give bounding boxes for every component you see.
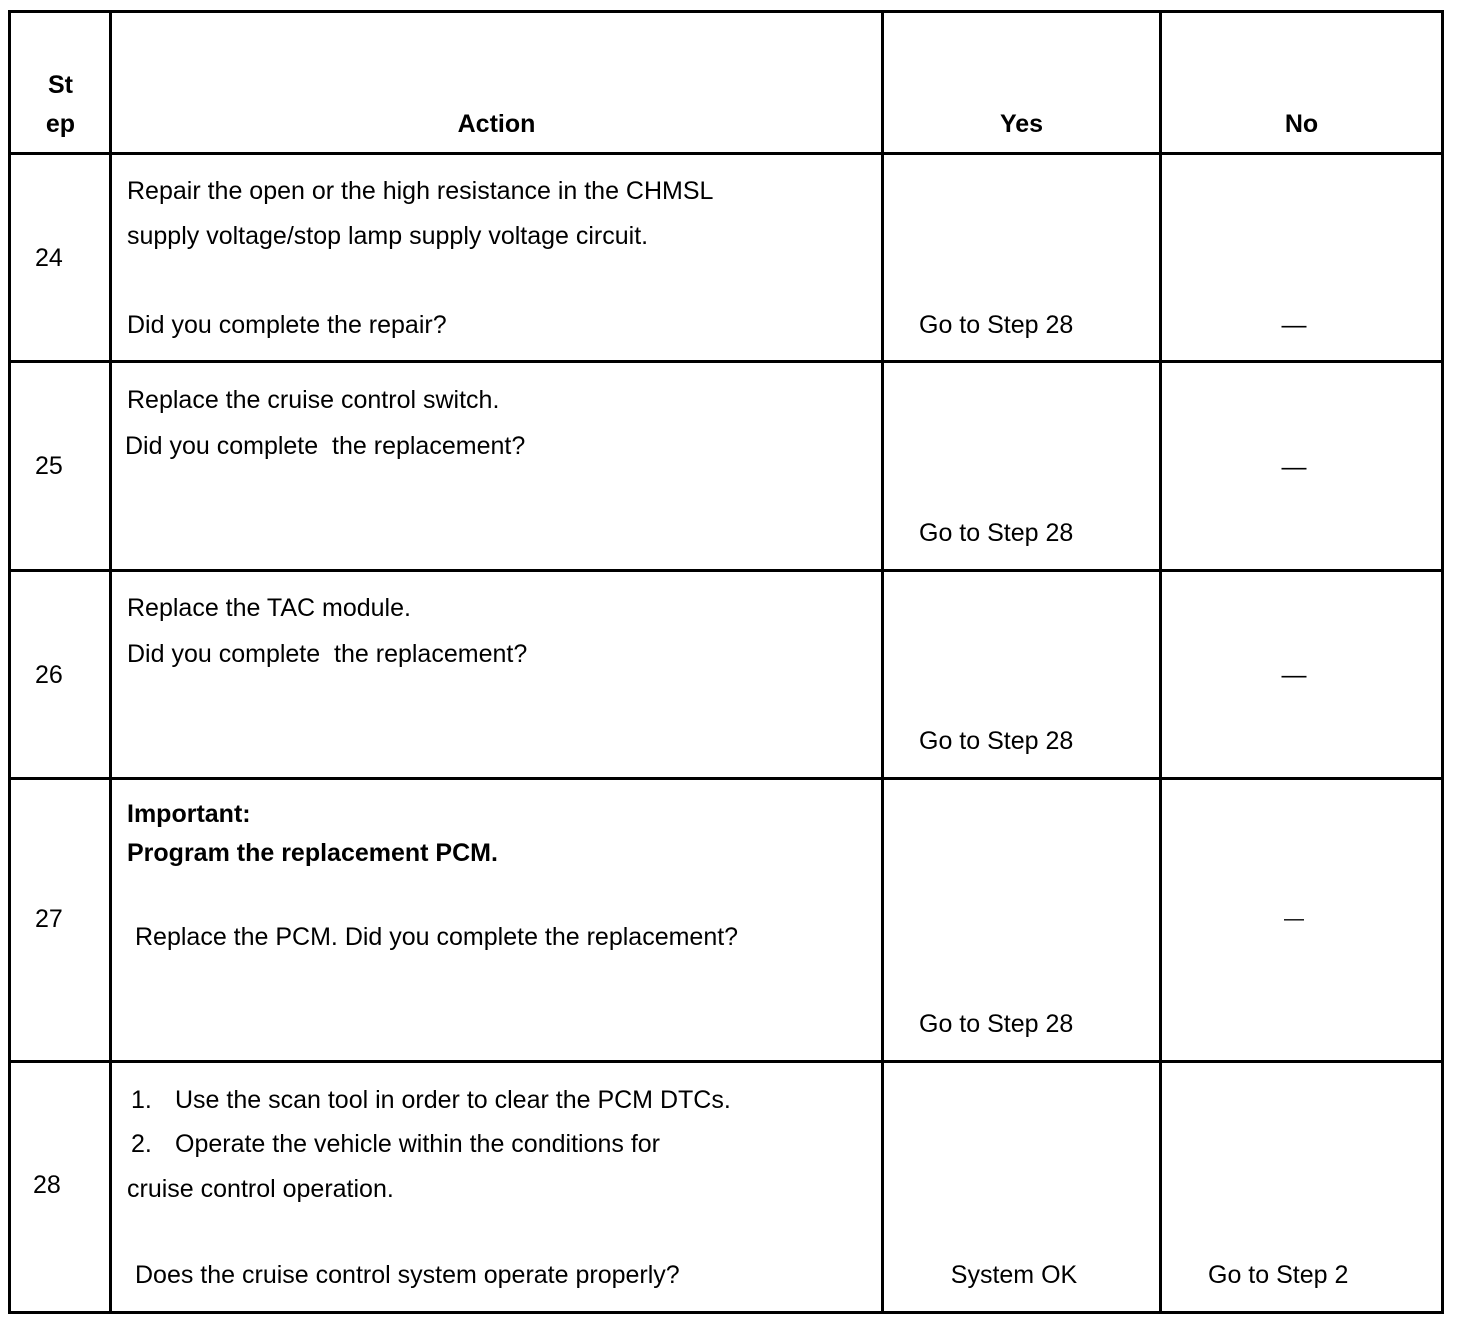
list-number: 2. [131, 1130, 152, 1158]
header-action: Action [457, 110, 536, 138]
yes-result: Go to Step 28 [919, 311, 1074, 339]
no-result: — [1281, 311, 1307, 339]
list-item-text: Use the scan tool in order to clear the PCM DTCs. [175, 1086, 731, 1114]
step-number: 25 [35, 452, 63, 480]
step-number: 27 [35, 905, 63, 933]
header-step-line1: St [48, 71, 73, 99]
yes-result: System OK [950, 1261, 1078, 1289]
row-divider [8, 1060, 1444, 1063]
action-text: cruise control operation. [127, 1175, 394, 1203]
action-question: Did you complete the repair? [127, 311, 447, 339]
action-text: Replace the TAC module. [127, 594, 411, 622]
important-text: Program the replacement PCM. [127, 839, 498, 867]
action-text: Repair the open or the high resistance in the CHMSL [127, 177, 714, 205]
header-step-line2: ep [45, 110, 76, 138]
row-divider [8, 360, 1444, 363]
yes-result: Go to Step 28 [919, 727, 1074, 755]
important-label: Important: [127, 800, 251, 828]
column-divider [881, 10, 884, 1314]
column-divider [109, 10, 112, 1314]
table-border-left [8, 10, 11, 1314]
header-divider [8, 152, 1444, 155]
action-question: Did you complete the replacement? [127, 640, 528, 668]
step-number: 26 [35, 661, 63, 689]
header-no: No [1284, 110, 1319, 138]
step-number: 24 [35, 244, 63, 272]
yes-result: Go to Step 28 [919, 1010, 1074, 1038]
no-result: Go to Step 2 [1208, 1261, 1349, 1289]
table-border-bottom [8, 1311, 1444, 1314]
action-text: Replace the cruise control switch. [127, 386, 500, 414]
header-yes: Yes [999, 110, 1044, 138]
action-question: Did you complete the replacement? [125, 432, 526, 460]
step-number: 28 [33, 1171, 61, 1199]
action-text: supply voltage/stop lamp supply voltage circuit. [127, 222, 649, 250]
no-result: — [1281, 453, 1307, 481]
no-result: — [1281, 661, 1307, 689]
table-border-top [8, 10, 1444, 13]
yes-result: Go to Step 28 [919, 519, 1074, 547]
table-border-right [1441, 10, 1444, 1314]
action-question: Does the cruise control system operate properly? [135, 1261, 680, 1289]
row-divider [8, 569, 1444, 572]
no-result: — [1284, 908, 1304, 930]
row-divider [8, 777, 1444, 780]
action-question: Replace the PCM. Did you complete the replacement? [135, 923, 739, 951]
list-number: 1. [131, 1086, 152, 1114]
list-item-text: Operate the vehicle within the conditions for [175, 1130, 660, 1158]
